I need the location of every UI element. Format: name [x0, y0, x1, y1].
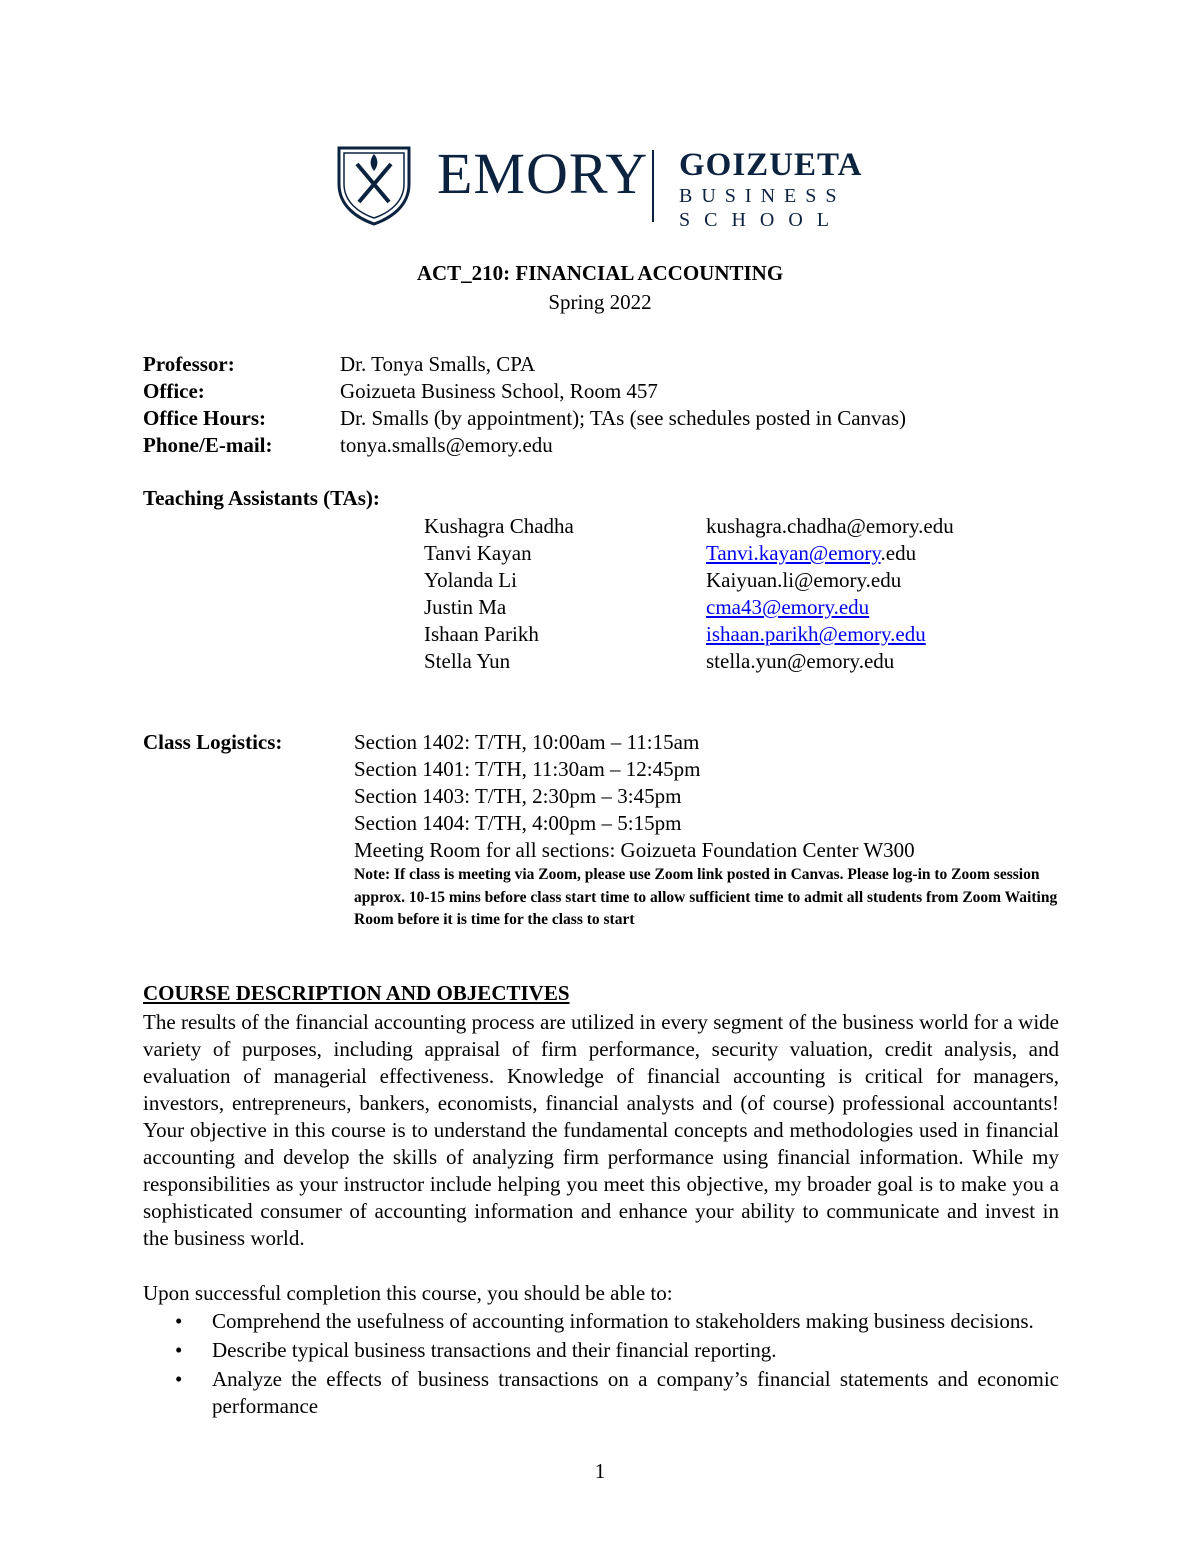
bullet-icon: • — [175, 1338, 183, 1362]
ta-row — [424, 514, 1024, 541]
zoom-note: Note: If class is meeting via Zoom, please use Zoom link posted in Canvas. Please log-in to Zoom session approx. 10-15 mins before class start time to allow sufficient time to admit all students from Zoom Waiting Room before it is time for the class to start — [354, 866, 1058, 928]
ta-heading: Teaching Assistants (TAs): — [143, 486, 380, 510]
objectives-intro: Upon successful completion this course, you should be able to: — [143, 1281, 673, 1305]
info-label: Professor: — [143, 352, 235, 376]
ta-email-suffix: .edu — [880, 541, 917, 565]
info-label: Office Hours: — [143, 406, 267, 430]
ta-row — [424, 622, 1024, 649]
bullet-icon: • — [175, 1367, 183, 1391]
list-item: • Describe typical business transactions and their financial reporting. — [175, 1338, 777, 1362]
info-value: tonya.smalls@emory.edu — [340, 433, 553, 457]
section-line: Section 1403: T/TH, 2:30pm – 3:45pm — [354, 784, 682, 808]
course-title: ACT_210: FINANCIAL ACCOUNTING — [416, 261, 784, 285]
info-value: Goizueta Business School, Room 457 — [340, 379, 658, 403]
ta-email-link[interactable]: ishaan.parikh@emory.edu — [706, 622, 926, 646]
list-item: • Analyze the effects of business transactions on a company’s financial statements and economic performance — [175, 1367, 1059, 1418]
ta-name: Yolanda Li — [424, 568, 517, 592]
meeting-room-line: Meeting Room for all sections: Goizueta Foundation Center W300 — [354, 838, 915, 862]
bullet-icon: • — [175, 1309, 183, 1333]
ta-name: Ishaan Parikh — [424, 622, 539, 646]
section-line: Section 1402: T/TH, 10:00am – 11:15am — [354, 730, 700, 754]
info-value: Dr. Smalls (by appointment); TAs (see schedules posted in Canvas) — [340, 406, 907, 430]
ta-email: Kaiyuan.li@emory.edu — [706, 568, 902, 592]
ta-email-link[interactable]: cma43@emory.edu — [706, 595, 870, 619]
page-number: 1 — [594, 1459, 606, 1483]
info-label: Phone/E-mail: — [143, 433, 273, 457]
ta-name: Justin Ma — [424, 595, 507, 619]
ta-row — [424, 595, 1024, 622]
info-label: Office: — [143, 379, 205, 403]
section-line: Section 1404: T/TH, 4:00pm – 5:15pm — [354, 811, 682, 835]
goizueta-wordmark: GOIZUETA BUSINESS SCHOOL — [679, 147, 863, 231]
ta-email: stella.yun@emory.edu — [706, 649, 895, 673]
section-line: Section 1401: T/TH, 11:30am – 12:45pm — [354, 757, 701, 781]
logistics-label: Class Logistics: — [143, 730, 283, 754]
description-paragraph: The results of the financial accounting process are utilized in every segment of the business world for a wide variety of purposes, including appraisal of firm performance, security valuation, credit analysis, and evaluation of managerial effectiveness. Knowledge of financial accounting is critical for managers, investors, entrepreneurs, bankers, economists, financial analysts and (of course) professional accountants! Your objective in this course is to understand the fundamental concepts and methodologies used in financial accounting and develop the skills of analyzing firm performance using financial information. While my responsibilities as your instructor include helping you meet this objective, my broader goal is to make you a sophisticated consumer of accounting information and enhance your ability to communicate and invest in the business world. — [143, 1010, 1059, 1250]
info-value: Dr. Tonya Smalls, CPA — [340, 352, 536, 376]
section-heading: COURSE DESCRIPTION AND OBJECTIVES — [143, 981, 570, 1005]
course-term: Spring 2022 — [548, 290, 652, 314]
ta-name: Kushagra Chadha — [424, 514, 574, 538]
logo-divider — [652, 150, 654, 222]
ta-row — [424, 649, 1024, 676]
emory-wordmark: EMORY — [437, 141, 649, 206]
ta-email — [706, 541, 916, 566]
ta-name: Stella Yun — [424, 649, 511, 673]
objectives-list — [143, 1308, 1059, 1422]
emory-goizueta-logo — [335, 141, 875, 231]
ta-email: kushagra.chadha@emory.edu — [706, 514, 954, 538]
ta-row — [424, 568, 1024, 595]
ta-name: Tanvi Kayan — [424, 541, 532, 565]
ta-email-link[interactable]: Tanvi.kayan@emory — [706, 541, 881, 565]
shield-torch-icon — [335, 144, 413, 226]
list-item: • Comprehend the usefulness of accounting information to stakeholders making business decisions. — [175, 1309, 1034, 1333]
ta-row — [424, 541, 1024, 568]
